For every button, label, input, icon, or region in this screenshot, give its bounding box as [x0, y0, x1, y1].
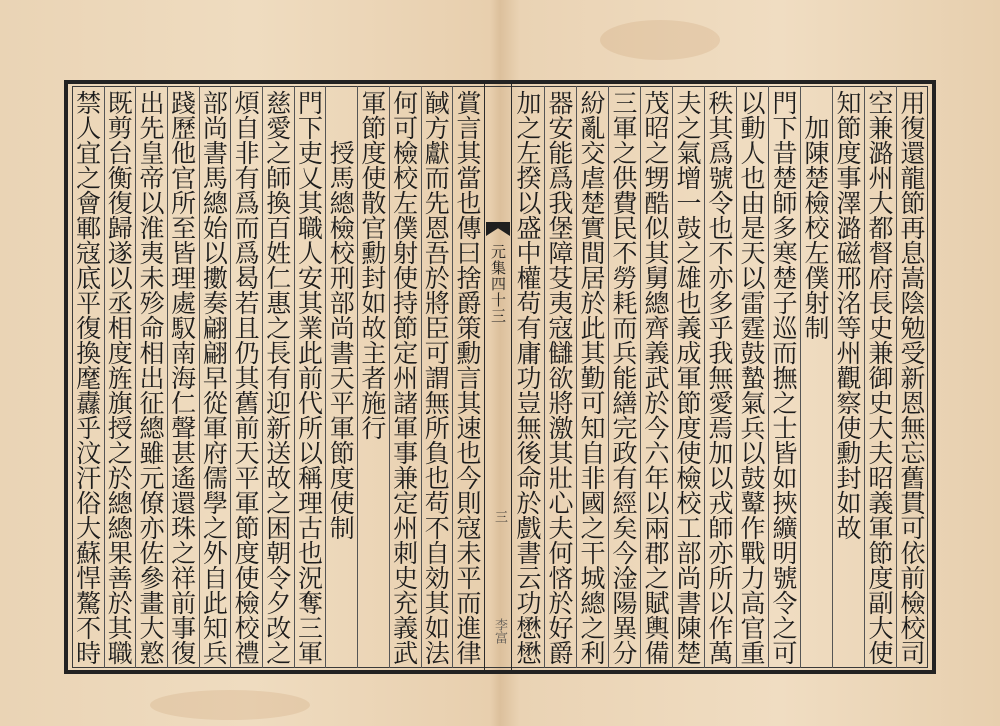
text-column: 紛亂交虐楚實間居於此其勤可知自非國之干城總之利 — [576, 86, 608, 668]
text-column: 慈愛之師換百姓仁惠之長有迎新送故之困朝令夕改之 — [262, 86, 294, 668]
text-column: 踐歷他官所至皆理處馭南海仁聲甚遙還珠之祥前事復 — [167, 86, 199, 668]
block-center-carver-mark: 李富 — [492, 618, 507, 644]
block-center-title: 元集四十三 — [489, 244, 507, 324]
block-center-column — [484, 84, 512, 670]
text-column: 空兼潞州大都督府長史兼御史大夫昭義軍節度副大使 — [864, 86, 896, 668]
left-page-text — [72, 86, 484, 668]
paper-stain — [150, 690, 310, 720]
right-page-text — [512, 86, 928, 668]
text-column: 知節度事澤潞磁邢洺等州觀察使勳封如故 — [832, 86, 864, 668]
text-column: 以動人也由是天以雷霆鼓蟄氣兵以鼓鼙作戰力高官重 — [736, 86, 768, 668]
text-column: 加之左揆以盛中權苟有庸功豈無後命於戲書云功懋懋 — [513, 90, 542, 665]
text-column: 既剪台衡復歸遂以丞相度旌旗授之於總總果善於其職 — [104, 86, 136, 668]
text-column: 夫之氣增一鼓之雄也義成軍節度使檢校工部尚書陳楚 — [672, 86, 704, 668]
paper-stain — [600, 20, 720, 60]
text-column: 出先皇帝以淮夷未殄命相出征總雖元僚亦佐參畫大憝 — [135, 86, 167, 668]
text-column: 煩自非有爲而爲曷若且仍其舊前天平軍節度使檢校禮 — [230, 86, 262, 668]
text-column: 部尚書馬總始以擻奏翩翩早從軍府儒學之外自此知兵 — [199, 86, 231, 668]
text-column: 門下昔楚師多寒楚子巡而撫之士皆如挾纊明號令之可 — [768, 86, 800, 668]
text-column: 秩其爲號令也不亦多乎我無愛焉加以戎師亦所以作萬 — [704, 86, 736, 668]
text-column: 用復還龍節再息嵩陰勉受新恩無忘舊貫可依前檢校司 — [896, 86, 928, 668]
text-column: 加陳楚檢校左僕射制 — [800, 86, 832, 668]
text-column: 何可檢校左僕射使持節定州諸軍事兼定州刺史充義武 — [389, 86, 421, 668]
text-column: 器安能爲我堡障芟夷寇讎欲將激其壯心夫何悋於好爵 — [544, 86, 576, 668]
text-column: 門下吏乂其職人安其業此前代所以稱理古也況奪三軍 — [294, 86, 326, 668]
text-column: 賞言其當也傳曰捨爵策勳言其速也今則寇未平而進律 — [452, 86, 484, 668]
text-column: 茂昭之甥酷似其舅總齊義武於今六年以兩郡之賦輿備 — [640, 86, 672, 668]
text-column: 授馬總檢校刑部尚書天平軍節度使制 — [325, 86, 357, 668]
text-column: 馘方獻而先恩吾於將臣可謂無所負也苟不自効其如法 — [421, 86, 453, 668]
text-column: 軍節度使散官勳封如故主者施行 — [357, 86, 389, 668]
text-column: 禁人宜之會鄆寇底平復換麾纛乎汶汗俗大蘇悍驁不時 — [72, 90, 102, 665]
block-center-page-number: 三 — [492, 510, 507, 523]
text-column: 三軍之供費民不勞耗而兵能繕完政有經矣今淦陽異分 — [608, 86, 640, 668]
